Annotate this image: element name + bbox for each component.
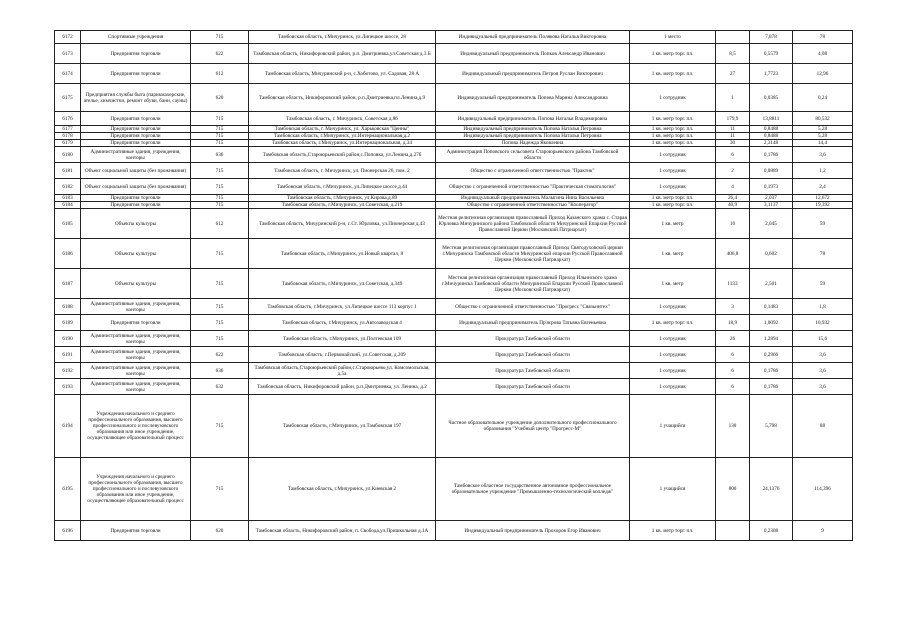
- table-row: [55, 147, 853, 163]
- coefficient-cell: 2,3148: [750, 140, 793, 147]
- unit-cell: 1 учащийся: [630, 458, 716, 521]
- address-cell: Тамбовская область, г. Мичуринск, Советская д.86: [249, 112, 436, 126]
- district-code-cell: 715: [191, 331, 249, 347]
- quantity-cell: [716, 31, 750, 44]
- norm-value-cell: 78: [793, 239, 853, 269]
- norm-value-cell: 0,24: [793, 84, 853, 112]
- table-row: [55, 331, 853, 347]
- owner-cell: Администрация Поповского сельсовета Староюрьевского района Тамбовской области: [436, 147, 630, 163]
- row-number-cell: 6185: [55, 209, 81, 239]
- row-number-cell: 6193: [55, 379, 81, 395]
- table-row: [55, 64, 853, 84]
- quantity-cell: 800: [716, 458, 750, 521]
- table-row: [55, 239, 853, 269]
- norm-value-cell: 59: [793, 269, 853, 299]
- coefficient-cell: 7,878: [750, 31, 793, 44]
- address-cell: Тамбовская область, г.Мичуринск, ул.Липецкое шоссе 113 корпус 1: [249, 299, 436, 315]
- quantity-cell: 11: [716, 126, 750, 133]
- object-type-cell: Предприятия торговли: [81, 140, 191, 147]
- quantity-cell: 4: [716, 179, 750, 195]
- table-row: [55, 269, 853, 299]
- table-row: [55, 521, 853, 541]
- norm-value-cell: 1,8: [793, 299, 853, 315]
- table-row: [55, 315, 853, 331]
- coefficient-cell: 0,8488: [750, 126, 793, 133]
- quantity-cell: 3: [716, 299, 750, 315]
- unit-cell: 1 кв. метр торг. пл.: [630, 315, 716, 331]
- row-number-cell: 6195: [55, 458, 81, 521]
- row-number-cell: 6192: [55, 363, 81, 379]
- row-number-cell: 6178: [55, 133, 81, 140]
- owner-cell: Индивидуальный предприниматель Пр'ясрова Татьяна Евгеньевна: [436, 315, 630, 331]
- object-type-cell: Предприятия торговли: [81, 202, 191, 209]
- address-cell: Тамбовская область, г.Мичуринск, ул.Автозаводская 4: [249, 315, 436, 331]
- district-code-cell: 715: [191, 126, 249, 133]
- owner-cell: Тамбовское областное государственное автономное профессиональное образовательное учреждение "Промышленно-технологический колледж": [436, 458, 630, 521]
- owner-cell: Частное образовательное учреждение дополнительного профессионального образования "Учебный центр "Прогресс-М": [436, 395, 630, 458]
- quantity-cell: 18,9: [716, 315, 750, 331]
- quantity-cell: 10: [716, 209, 750, 239]
- address-cell: Тамбовская область, г.Мичуринск, ул.Советская, д.219: [249, 202, 436, 209]
- address-cell: Тамбовская область, Никифоровский район, р.п.Дмитриевка,пл.Ленина,д.9: [249, 84, 436, 112]
- row-number-cell: 6172: [55, 31, 81, 44]
- object-type-cell: Объекты культуры: [81, 239, 191, 269]
- owner-cell: Местная религиозная организация православный Приход Святодуховской церкви г.Мичуринска Тамбовской области Мичуринской епархии Русской Православной Церкви (Московский Патриархат): [436, 239, 630, 269]
- object-type-cell: Предприятия торговли: [81, 112, 191, 126]
- norm-value-cell: 5,28: [793, 126, 853, 133]
- address-cell: Тамбовская область, г.Мичуринск, ул.Киевская 2: [249, 458, 436, 521]
- table-row: [55, 84, 853, 112]
- table-row: [55, 299, 853, 315]
- owner-cell: Попова Надежда Яковлевна: [436, 140, 630, 147]
- unit-cell: 1 кв. метр торг. пл.: [630, 44, 716, 64]
- district-code-cell: 715: [191, 140, 249, 147]
- coefficient-cell: 2,037: [750, 195, 793, 202]
- norm-value-cell: 12,96: [793, 64, 853, 84]
- unit-cell: 1 сотрудник: [630, 331, 716, 347]
- norm-value-cell: 88: [793, 395, 853, 458]
- object-type-cell: Административные здания, учреждения, конторы: [81, 147, 191, 163]
- row-number-cell: 6176: [55, 112, 81, 126]
- unit-cell: 1 сотрудник: [630, 347, 716, 363]
- norm-value-cell: 15,6: [793, 331, 853, 347]
- coefficient-cell: 0,2966: [750, 347, 793, 363]
- district-code-cell: 715: [191, 299, 249, 315]
- object-type-cell: Административные здания, учреждения, конторы: [81, 331, 191, 347]
- owner-cell: Прокуратура Тамбовской области: [436, 363, 630, 379]
- district-code-cell: 715: [191, 195, 249, 202]
- register-table-body: [55, 31, 853, 541]
- unit-cell: 1 кв. метр торг. пл.: [630, 126, 716, 133]
- district-code-cell: 632: [191, 379, 249, 395]
- row-number-cell: 6183: [55, 195, 81, 202]
- district-code-cell: 715: [191, 202, 249, 209]
- coefficient-cell: 0,1786: [750, 147, 793, 163]
- unit-cell: 1 кв. метр торг. пл.: [630, 195, 716, 202]
- coefficient-cell: 1,2894: [750, 331, 793, 347]
- district-code-cell: 715: [191, 315, 249, 331]
- coefficient-cell: 1,7723: [750, 64, 793, 84]
- coefficient-cell: 0,5579: [750, 44, 793, 64]
- norm-value-cell: 19,392: [793, 202, 853, 209]
- object-type-cell: Предприятия торговли: [81, 126, 191, 133]
- district-code-cell: 715: [191, 31, 249, 44]
- quantity-cell: 8,5: [716, 44, 750, 64]
- coefficient-cell: 2,045: [750, 209, 793, 239]
- owner-cell: Индивидуальный предприниматель Полякова Наталья Викторовна: [436, 31, 630, 44]
- owner-cell: Индивидуальный предприниматель Прохоров Егор Иванович: [436, 521, 630, 541]
- register-table: [54, 30, 853, 541]
- district-code-cell: 612: [191, 209, 249, 239]
- object-type-cell: Предприятия торговли: [81, 133, 191, 140]
- row-number-cell: 6188: [55, 299, 81, 315]
- quantity-cell: 6: [716, 147, 750, 163]
- object-type-cell: Предприятия торговли: [81, 521, 191, 541]
- owner-cell: Общество с ограниченной ответственностью "Практик": [436, 163, 630, 179]
- norm-value-cell: 2,4: [793, 179, 853, 195]
- owner-cell: Местная религиозная организация православный Приход Ильинского храма г.Мичуринска Тамбовской области Мичуринской Епархии Русской Православной Церкви (Московский Патриархат): [436, 269, 630, 299]
- district-code-cell: 715: [191, 179, 249, 195]
- table-row: [55, 126, 853, 133]
- table-row: [55, 140, 853, 147]
- norm-value-cell: 3,6: [793, 347, 853, 363]
- district-code-cell: 715: [191, 458, 249, 521]
- address-cell: Тамбовская область, г.Мичуринск, ул.Интернациональная, д.34: [249, 140, 436, 147]
- table-row: [55, 195, 853, 202]
- district-code-cell: 715: [191, 133, 249, 140]
- row-number-cell: 6174: [55, 64, 81, 84]
- coefficient-cell: 5,798: [750, 395, 793, 458]
- unit-cell: 1 кв. метр торг. пл.: [630, 133, 716, 140]
- quantity-cell: 406,8: [716, 239, 750, 269]
- owner-cell: Местная религиозная организация православный Приход Казанского храма с. Старая Юрловка Мичуринского района Тамбовской области Мичуринской Епархии Русской Православной Церкви (Московский Патриархат): [436, 209, 630, 239]
- table-row: [55, 363, 853, 379]
- owner-cell: Индивидуальный предприниматель Попова Наталья Петровна: [436, 126, 630, 133]
- table-row: [55, 202, 853, 209]
- address-cell: Тамбовская область,Староюрьевский район,с.Староюрьево,ул. Комсомольская, д.5а: [249, 363, 436, 379]
- owner-cell: Прокуратура Тамбовской области: [436, 347, 630, 363]
- norm-value-cell: 3,6: [793, 147, 853, 163]
- norm-value-cell: 3,6: [793, 379, 853, 395]
- table-row: [55, 179, 853, 195]
- coefficient-cell: 13,8811: [750, 112, 793, 126]
- district-code-cell: 715: [191, 269, 249, 299]
- owner-cell: Индивидуальный предприниматель Петров Руслан Викторович: [436, 64, 630, 84]
- table-row: [55, 458, 853, 521]
- coefficient-cell: 3,1137: [750, 202, 793, 209]
- table-row: [55, 395, 853, 458]
- quantity-cell: 30: [716, 140, 750, 147]
- quantity-cell: 6: [716, 363, 750, 379]
- row-number-cell: 6186: [55, 239, 81, 269]
- quantity-cell: 40,9: [716, 202, 750, 209]
- address-cell: Тамбовская область, Никифоровский район, п. Свобода,ул.Пришкольная д.1А: [249, 521, 436, 541]
- coefficient-cell: 0,0889: [750, 163, 793, 179]
- owner-cell: Общество с ограниченной ответственностью "Прогресс "Связьинтех": [436, 299, 630, 315]
- district-code-cell: 620: [191, 84, 249, 112]
- norm-value-cell: 1,2: [793, 163, 853, 179]
- coefficient-cell: 0,2308: [750, 521, 793, 541]
- table-row: [55, 209, 853, 239]
- object-type-cell: Учреждения начального и среднего профессионального образования, высшего профессионального и послевузовского образования или иное учреждение, осуществляющее образовательный процесс: [81, 458, 191, 521]
- object-type-cell: Административные здания, учреждения, конторы: [81, 363, 191, 379]
- owner-cell: Индивидуальный предприниматель Малыгина Нина Васильевна: [436, 195, 630, 202]
- district-code-cell: 622: [191, 44, 249, 64]
- district-code-cell: 612: [191, 64, 249, 84]
- object-type-cell: Учреждения начального и среднего профессионального образования, высшего профессионального и послевузовского образования или иное учреждение, осуществляющее образовательный процесс: [81, 395, 191, 458]
- row-number-cell: 6184: [55, 202, 81, 209]
- address-cell: Тамбовская область, Мичуринский р-н, с.Ст. Юрловка, ул.Пионерская д.43: [249, 209, 436, 239]
- district-code-cell: 715: [191, 163, 249, 179]
- table-row: [55, 112, 853, 126]
- coefficient-cell: 0,1973: [750, 179, 793, 195]
- address-cell: Тамбовская область,Староюрьевский район,с.Поповка, ул.Ленина,д.27б: [249, 147, 436, 163]
- owner-cell: Общество с ограниченной ответственностью "Кооператор": [436, 202, 630, 209]
- quantity-cell: 6: [716, 379, 750, 395]
- row-number-cell: 6180: [55, 147, 81, 163]
- object-type-cell: Предприятия службы быта (парикмахерские, ателье, химчистки, ремонт обуви, бани, сауны): [81, 84, 191, 112]
- unit-cell: 1 кв. метр торг. пл.: [630, 64, 716, 84]
- coefficient-cell: 24,1376: [750, 458, 793, 521]
- address-cell: Тамбовская область, г.Мичуринск, ул.Полтевская 109: [249, 331, 436, 347]
- district-code-cell: 715: [191, 395, 249, 458]
- object-type-cell: Предприятия торговли: [81, 64, 191, 84]
- address-cell: Тамбовская область, Мичуринский р-н, с.Хоботово, ул. Садовая, 28 А: [249, 64, 436, 84]
- quantity-cell: 2: [716, 163, 750, 179]
- row-number-cell: 6190: [55, 331, 81, 347]
- address-cell: Тамбовская область, Никифоровский район, р.п. Дмитриевка,ул.Советская д.3 Б: [249, 44, 436, 64]
- unit-cell: 1 сотрудник: [630, 179, 716, 195]
- object-type-cell: Объекты культуры: [81, 269, 191, 299]
- table-row: [55, 44, 853, 64]
- owner-cell: Прокуратура Тамбовской области: [436, 379, 630, 395]
- unit-cell: 1 сотрудник: [630, 379, 716, 395]
- district-code-cell: 620: [191, 521, 249, 541]
- address-cell: Тамбовская область, г. Мичуринск, ул. Харьковская "Ценны": [249, 126, 436, 133]
- coefficient-cell: 0,1786: [750, 363, 793, 379]
- quantity-cell: 1: [716, 84, 750, 112]
- unit-cell: 1 кв. метр торг. пл.: [630, 521, 716, 541]
- coefficient-cell: 2,501: [750, 269, 793, 299]
- quantity-cell: 27: [716, 64, 750, 84]
- object-type-cell: Административные здания, учреждения, конторы: [81, 347, 191, 363]
- table-row: [55, 163, 853, 179]
- object-type-cell: Объект социальной защиты (без проживания): [81, 163, 191, 179]
- unit-cell: 1 кв. метр торг. пл.: [630, 202, 716, 209]
- row-number-cell: 6194: [55, 395, 81, 458]
- district-code-cell: 715: [191, 239, 249, 269]
- quantity-cell: 26,4: [716, 195, 750, 202]
- table-row: [55, 347, 853, 363]
- address-cell: Тамбовская область, г.Первомайский, ул.Советская, д.209: [249, 347, 436, 363]
- coefficient-cell: 1,0092: [750, 315, 793, 331]
- row-number-cell: 6177: [55, 126, 81, 133]
- row-number-cell: 6187: [55, 269, 81, 299]
- norm-value-cell: 9: [793, 521, 853, 541]
- object-type-cell: Объект социальной защиты (без проживания): [81, 179, 191, 195]
- row-number-cell: 6189: [55, 315, 81, 331]
- owner-cell: Индивидуальный предприниматель Попова Марина Александровна: [436, 84, 630, 112]
- address-cell: Тамбовская область, г. Мичуринск, ул. Пионерская 26, пом. 2: [249, 163, 436, 179]
- table-row: [55, 379, 853, 395]
- quantity-cell: 130: [716, 395, 750, 458]
- object-type-cell: Предприятия торговли: [81, 44, 191, 64]
- district-code-cell: 622: [191, 347, 249, 363]
- owner-cell: Индивидуальный предприниматель Попова Наталья Петровна: [436, 133, 630, 140]
- address-cell: Тамбовская область, Никифоровский район, р.п.Дмитриевка, ул. Ленина, д.2: [249, 379, 436, 395]
- unit-cell: 1 сотрудник: [630, 299, 716, 315]
- norm-value-cell: 5,28: [793, 133, 853, 140]
- unit-cell: 1 сотрудник: [630, 147, 716, 163]
- address-cell: Тамбовская область, г.Мичуринск, ул.Новый квартал, 8: [249, 239, 436, 269]
- norm-value-cell: 10,932: [793, 315, 853, 331]
- coefficient-cell: 0,0385: [750, 84, 793, 112]
- quantity-cell: 11: [716, 133, 750, 140]
- address-cell: Тамбовская область, г.Мичуринск, ул.Липецкое шоссе,д.44: [249, 179, 436, 195]
- district-code-cell: 715: [191, 112, 249, 126]
- unit-cell: 1 место: [630, 31, 716, 44]
- norm-value-cell: 114,396: [793, 458, 853, 521]
- unit-cell: 1 кв. метр: [630, 209, 716, 239]
- row-number-cell: 6196: [55, 521, 81, 541]
- quantity-cell: 26: [716, 331, 750, 347]
- norm-value-cell: 3,6: [793, 363, 853, 379]
- norm-value-cell: 59: [793, 209, 853, 239]
- table-row: [55, 31, 853, 44]
- unit-cell: 1 сотрудник: [630, 363, 716, 379]
- object-type-cell: Предприятия торговли: [81, 195, 191, 202]
- object-type-cell: Административные здания, учреждения, конторы: [81, 379, 191, 395]
- norm-value-cell: 14,4: [793, 140, 853, 147]
- owner-cell: Прокуратура Тамбовской области: [436, 331, 630, 347]
- norm-value-cell: 4,08: [793, 44, 853, 64]
- district-code-cell: 636: [191, 363, 249, 379]
- unit-cell: 1 кв. метр: [630, 269, 716, 299]
- address-cell: Тамбовская область, г.Мичуринск, ул.Интернациональная,д.2: [249, 133, 436, 140]
- object-type-cell: Спортивные учреждения: [81, 31, 191, 44]
- owner-cell: Индивидуальный предприниматель Попков Александр Иванович: [436, 44, 630, 64]
- quantity-cell: [716, 521, 750, 541]
- unit-cell: 1 кв. метр торг. пл.: [630, 140, 716, 147]
- coefficient-cell: 0,1483: [750, 299, 793, 315]
- owner-cell: Индивидуальный предприниматель Попова Наталья Владимировна: [436, 112, 630, 126]
- norm-value-cell: 12,672: [793, 195, 853, 202]
- norm-value-cell: 80,532: [793, 112, 853, 126]
- row-number-cell: 6191: [55, 347, 81, 363]
- coefficient-cell: 0,8488: [750, 133, 793, 140]
- object-type-cell: Объекты культуры: [81, 209, 191, 239]
- row-number-cell: 6182: [55, 179, 81, 195]
- address-cell: Тамбовская область, г.Мичуринск, ул.Кирова,д.89: [249, 195, 436, 202]
- address-cell: Тамбовская область, г.Мичуринск, ул.Липецкое шоссе, 28: [249, 31, 436, 44]
- unit-cell: 1 кв. метр: [630, 239, 716, 269]
- unit-cell: 1 сотрудник: [630, 84, 716, 112]
- unit-cell: 1 сотрудник: [630, 163, 716, 179]
- object-type-cell: Предприятия торговли: [81, 315, 191, 331]
- quantity-cell: 1133: [716, 269, 750, 299]
- district-code-cell: 636: [191, 147, 249, 163]
- row-number-cell: 6179: [55, 140, 81, 147]
- address-cell: Тамбовская область, г.Мичуринск, ул.Тамбовская 197: [249, 395, 436, 458]
- row-number-cell: 6173: [55, 44, 81, 64]
- coefficient-cell: 0,602: [750, 239, 793, 269]
- quantity-cell: 6: [716, 347, 750, 363]
- table-row: [55, 133, 853, 140]
- norm-value-cell: 78: [793, 31, 853, 44]
- coefficient-cell: 0,1786: [750, 379, 793, 395]
- unit-cell: 1 кв. метр торг. пл.: [630, 112, 716, 126]
- object-type-cell: Административные здания, учреждения, конторы: [81, 299, 191, 315]
- unit-cell: 1 учащийся: [630, 395, 716, 458]
- owner-cell: Общество с ограниченной ответственностью "Практическая стоматология": [436, 179, 630, 195]
- row-number-cell: 6181: [55, 163, 81, 179]
- row-number-cell: 6175: [55, 84, 81, 112]
- address-cell: Тамбовская область, г.Мичуринск, ул.Советская, д.349: [249, 269, 436, 299]
- quantity-cell: 179,9: [716, 112, 750, 126]
